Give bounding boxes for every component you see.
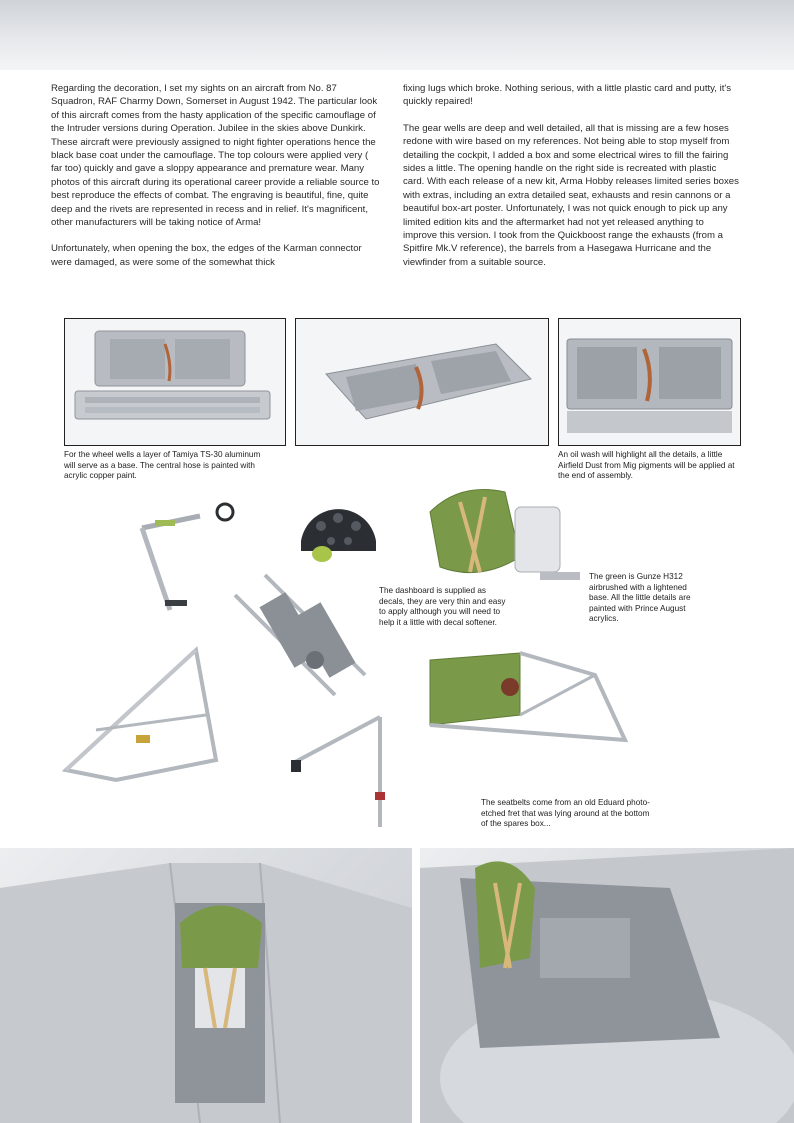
wheel-well-photo-1 [64, 318, 286, 446]
wheel-well-illustration [296, 319, 548, 445]
wheel-well-illustration [65, 319, 285, 445]
wheel-well-photo-3 [558, 318, 741, 446]
seat-part [420, 482, 585, 597]
paragraph: Unfortunately, when opening the box, the edges of the Karman connector were damaged, as were some of the somewhat thick [51, 243, 362, 268]
wheel-well-photo-2 [295, 318, 549, 446]
dashboard-part [296, 496, 381, 566]
cockpit-frame-part [56, 640, 226, 790]
article-left-column [51, 82, 381, 282]
caption-seatbelts: The seatbelts come from an old Eduard photo-etched fret that was lying around at the bottom of the spares box... [481, 798, 650, 829]
page-header-band [0, 0, 794, 70]
caption-dashboard: The dashboard is supplied as decals, they are very thin and easy to apply although you will need to help it a little with decal softener. [379, 586, 506, 627]
cockpit-photo-left [0, 848, 412, 1123]
side-frame-part [425, 645, 630, 745]
caption-oil-wash: An oil wash will highlight all the details, a little Airfield Dust from Mig pigments will be applied at the end of assembly. [558, 450, 735, 481]
caption-wheel-wells: For the wheel wells a layer of Tamiya TS-30 aluminum will serve as a base. The central hose is painted with acrylic copper paint. [64, 450, 261, 481]
control-rod-part [285, 712, 395, 837]
cockpit-photo-right [420, 848, 794, 1123]
paragraph: Regarding the decoration, I set my sights on an aircraft from No. 87 Squadron, RAF Charmy Down, Somerset in August 1942. The particular look of this aircraft comes from the hasty application of the specific camouflage of the Intruder versions during Operation. Jubilee in the skies above Dunkirk. These aircraft were previously assigned to night fighter operations hence the black base coat under the camouflage. The top colours were applied very ( far too) quickly and gave a sloppy appearance and premature wear. Many photos of this aircraft during its operational career provide a reliable source to best reproduce the effects of combat. The engraving is beautiful, fine, quite deep and the rivets are represented in recess and in relief. It's magnificent, other manufacturers will be taking notice of Arma! [51, 83, 380, 229]
cockpit-illustration [420, 848, 794, 1123]
paragraph: The gear wells are deep and well detailed, all that is missing are a few hoses redone with wire based on my references. Not being able to stop myself from detailing the cockpit, I added a box and some electrical wires to fill the fairing sides a little. The opening handle on the right side is recreated with plastic card. With each release of a new kit, Arma Hobby releases limited series boxes with extras, including an extra detailed seat, exhausts and resin cannons or a beautiful box-art poster. Unfortunately, I was not quick enough to pick up any limited edition kits and the aftermarket had not yet released anything to improve this version. I took from the Quickboost range the exhausts (from a Spitfire Mk.V reference), the barrels from a Hasegawa Hurricane and the viewfinder from a suitable source. [403, 122, 739, 268]
wheel-well-illustration [559, 319, 740, 445]
control-column-part [130, 500, 240, 620]
rudder-pedals-part [225, 565, 375, 705]
caption-green: The green is Gunze H312 airbrushed with a lightened base. All the little details are painted with Prince August acrylics. [589, 572, 691, 624]
cockpit-illustration [0, 848, 412, 1123]
paragraph: fixing lugs which broke. Nothing serious, with a little plastic card and putty, it's quickly repaired! [403, 83, 731, 108]
article-right-column [403, 82, 739, 282]
